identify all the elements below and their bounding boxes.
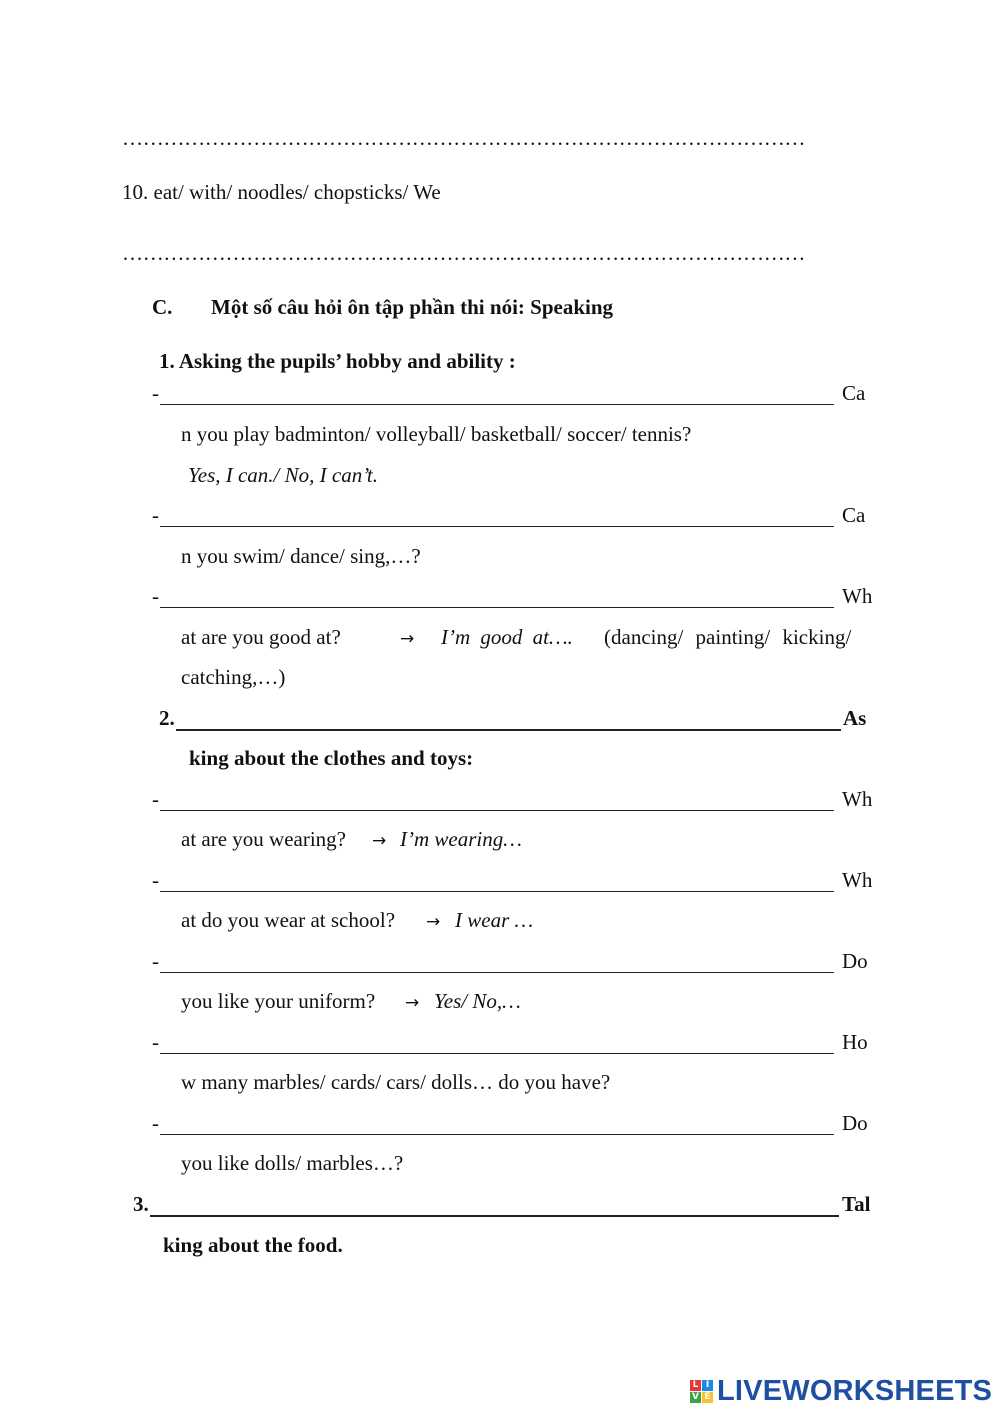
- arrow-icon: →: [372, 831, 387, 851]
- sample-answer: I’m good at….: [441, 625, 573, 649]
- question-text: at are you good at?: [181, 625, 341, 649]
- section-letter: C.: [152, 295, 173, 319]
- arrow-icon: →: [426, 912, 441, 932]
- question-fragment: Wh: [842, 787, 873, 811]
- bullet-dash: -: [152, 584, 159, 608]
- sample-answer: I wear …: [455, 908, 534, 932]
- blank-line: [150, 1215, 839, 1217]
- bullet-dash: -: [152, 1111, 159, 1135]
- liveworksheets-logo: [690, 1376, 992, 1406]
- heading-fragment: Tal: [842, 1192, 871, 1216]
- blank-line: [160, 972, 834, 973]
- bullet-dash: -: [152, 949, 159, 973]
- question-text: you like your uniform?: [181, 989, 376, 1013]
- part3-number: 3.: [133, 1192, 149, 1216]
- part3-heading: king about the food.: [163, 1233, 343, 1257]
- question-text: (dancing/ painting/ kicking/: [604, 625, 852, 649]
- question-fragment: Wh: [842, 584, 873, 608]
- sample-answer: Yes/ No,…: [434, 989, 521, 1013]
- part2-heading: king about the clothes and toys:: [189, 746, 474, 770]
- bullet-dash: -: [152, 868, 159, 892]
- blank-line: [160, 1053, 834, 1054]
- blank-line: [160, 607, 834, 608]
- question-fragment: Wh: [842, 868, 873, 892]
- question-text: at are you wearing?: [181, 827, 346, 851]
- arrow-icon: →: [400, 629, 415, 649]
- question-fragment: Do: [842, 949, 868, 973]
- sample-answer: Yes, I can./ No, I can’t.: [188, 463, 378, 487]
- bullet-dash: -: [152, 1030, 159, 1054]
- answer-dotted-line: ………………………………………………………………………………………: [122, 241, 806, 265]
- bullet-dash: -: [152, 787, 159, 811]
- bullet-dash: -: [152, 503, 159, 527]
- blank-line: [160, 891, 834, 892]
- answer-dotted-line: ………………………………………………………………………………………: [122, 126, 806, 150]
- question-text: you like dolls/ marbles…?: [181, 1151, 404, 1175]
- heading-fragment: As: [843, 706, 867, 730]
- section-title: Một số câu hỏi ôn tập phần thi nói: Speaking: [211, 295, 614, 319]
- blank-line: [160, 1134, 834, 1135]
- question-fragment: Ho: [842, 1030, 868, 1054]
- question-text: n you swim/ dance/ sing,…?: [181, 544, 421, 568]
- blank-line: [160, 526, 834, 527]
- logo-text: LIVEWORKSHEETS: [717, 1374, 993, 1407]
- logo-mark-icon: L I V E: [690, 1380, 713, 1403]
- question-fragment: Ca: [842, 503, 866, 527]
- question-fragment: Do: [842, 1111, 868, 1135]
- bullet-dash: -: [152, 381, 159, 405]
- sample-answer: I’m wearing…: [400, 827, 522, 851]
- question-text: catching,…): [181, 665, 286, 689]
- question-text: w many marbles/ cards/ cars/ dolls… do you have?: [181, 1070, 611, 1094]
- question-text: at do you wear at school?: [181, 908, 396, 932]
- question-fragment: Ca: [842, 381, 866, 405]
- part2-number: 2.: [159, 706, 175, 730]
- blank-line: [160, 404, 834, 405]
- part1-heading: 1. Asking the pupils’ hobby and ability :: [159, 349, 516, 373]
- blank-line: [176, 729, 841, 731]
- blank-line: [160, 810, 834, 811]
- exercise-item-10: 10. eat/ with/ noodles/ chopsticks/ We: [122, 180, 441, 204]
- question-text: n you play badminton/ volleyball/ basketball/ soccer/ tennis?: [181, 422, 692, 446]
- arrow-icon: →: [405, 993, 420, 1013]
